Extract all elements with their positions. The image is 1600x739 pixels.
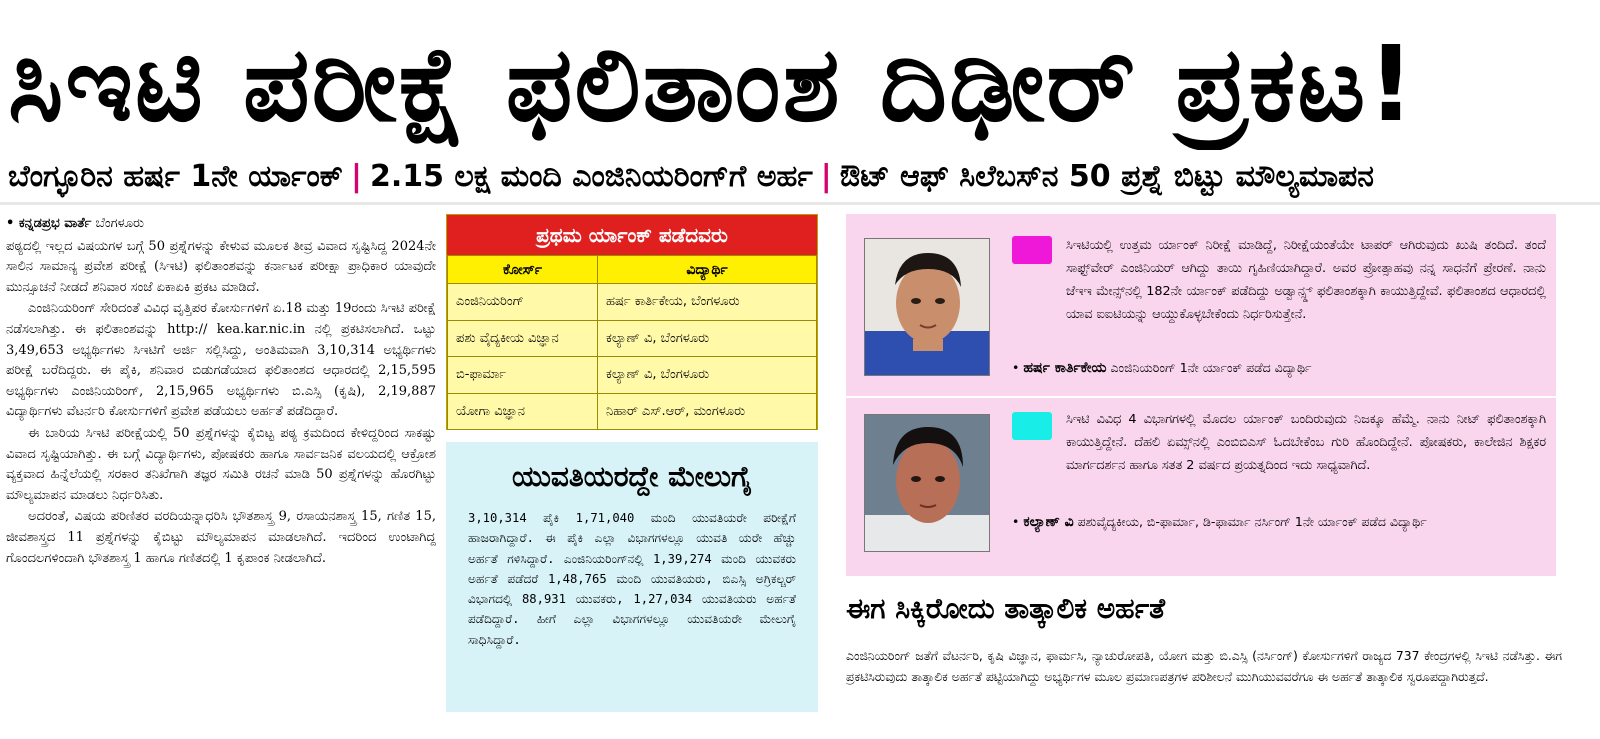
women-box-title: ಯುವತಿಯರದ್ದೇ ಮೇಲುಗೈ [512, 460, 752, 493]
topper-quotes-panel [846, 214, 1556, 576]
course-cell: ಎಂಜಿನಿಯರಿಂಗ್ [448, 284, 598, 321]
student-photo-harsha [864, 238, 990, 376]
student-cell: ಹರ್ಷ ಕಾರ್ತಿಕೇಯ, ಬೆಂಗಳೂರು [598, 284, 817, 321]
student-cell: ಕಲ್ಯಾಣ್ ವಿ, ಬೆಂಗಳೂರು [598, 320, 817, 357]
course-cell: ಬಿ-ಫಾರ್ಮಾ [448, 357, 598, 394]
course-cell: ಪಶು ವೈದ್ಯಕೀಯ ವಿಜ್ಞಾನ [448, 320, 598, 357]
rank-table [447, 255, 817, 430]
rank-table-header-row [448, 256, 817, 284]
subhead-part-3: ಔಟ್ ಆಫ್ ಸಿಲೆಬಸ್‌ನ 50 ಪ್ರಶ್ನೆ ಬಿಟ್ಟು ಮೌಲ್ಯಮಾಪನ [839, 159, 1374, 194]
article-paragraph: ಈ ಬಾರಿಯ ಸಿಇಟಿ ಪರೀಕ್ಷೆಯಲ್ಲಿ 50 ಪ್ರಶ್ನೆಗಳನ್ನು ಕೈಬಿಟ್ಟ ಪಠ್ಯ ಕ್ರಮದಿಂದ ಕೇಳಿದ್ದರಿಂದ ಸಾಕಷ್ಟು ವಿವಾದ ಸೃಷ್ಟಿಯಾಗಿತ್ತು. ಈ ಬಗ್ಗೆ ವಿದ್ಯಾರ್ಥಿಗಳು, ಪೋಷಕರು ಹಾಗೂ ಸಾರ್ವಜನಿಕ ವಲಯದಲ್ಲಿ ಆಕ್ರೋಶ ವ್ಯಕ್ತವಾದ ಹಿನ್ನೆಲೆಯಲ್ಲಿ ಸರಕಾರ ತನಿಖೆಗಾಗಿ ತಜ್ಞರ ಸಮಿತಿ ರಚನೆ ಮಾಡಿ 50 ಪ್ರಶ್ನೆಗಳನ್ನು ಹೊರಗಿಟ್ಟು ಮೌಲ್ಯಮಾಪನ ಮಾಡಲು ನಿರ್ಧರಿಸಿತು. [6, 425, 436, 503]
article-paragraph: ಪಠ್ಯದಲ್ಲಿ ಇಲ್ಲದ ವಿಷಯಗಳ ಬಗ್ಗೆ 50 ಪ್ರಶ್ನೆಗಳನ್ನು ಕೇಳುವ ಮೂಲಕ ತೀವ್ರ ವಿವಾದ ಸೃಷ್ಟಿಸಿದ್ದ 2024ನೇ ಸಾಲಿನ ಸಾಮಾನ್ಯ ಪ್ರವೇಶ ಪರೀಕ್ಷೆ (ಸಿಇಟಿ) ಫಲಿತಾಂಶವನ್ನು ಕರ್ನಾಟಕ ಪರೀಕ್ಷಾ ಪ್ರಾಧಿಕಾರ ಯಾವುದೇ ಮುನ್ಸೂಚನೆ ನೀಡದೆ ಶನಿವಾರ ಸಂಜೆ ಏಕಾಏಕಿ ಪ್ರಕಟ ಮಾಡಿದೆ. [6, 238, 436, 295]
article-paragraph: ಅದರಂತೆ, ವಿಷಯ ಪರಿಣಿತರ ವರದಿಯನ್ನಾಧರಿಸಿ ಭೌತಶಾಸ್ತ್ರ 9, ರಸಾಯನಶಾಸ್ತ್ರ 15, ಗಣಿತ 15, ಜೀವಶಾಸ್ತ್ರದ 11 ಪ್ರಶ್ನೆಗಳನ್ನು ಕೈಬಿಟ್ಟು ಮೌಲ್ಯಮಾಪನ ಮಾಡಲಾಗಿದೆ. ಇದರಿಂದ ಉಂಟಾಗಿದ್ದ ಗೊಂದಲಗಳಿಂದಾಗಿ ಭೌತಶಾಸ್ತ್ರ 1 ಹಾಗೂ ಗಣಿತದಲ್ಲಿ 1 ಕೃಪಾಂಕ ನೀಡಲಾಗಿದೆ. [6, 509, 436, 566]
quote-kalyan [846, 400, 1556, 576]
byline-place: ಬೆಂಗಳೂರು [95, 216, 145, 231]
quote-text: ಸಿಇಟಿಯಲ್ಲಿ ಉತ್ತಮ ರ್ಯಾಂಕ್ ನಿರೀಕ್ಷೆ ಮಾಡಿದ್ದೆ, ನಿರೀಕ್ಷೆಯಂತೆಯೇ ಟಾಪರ್ ಆಗಿರುವುದು ಖುಷಿ ತಂದಿದೆ. ತಂದೆ ಸಾಫ್ಟ್‌ವೇರ್ ಎಂಜಿನಿಯರ್ ಆಗಿದ್ದು ತಾಯಿ ಗೃಹಿಣಿಯಾಗಿದ್ದಾರೆ. ಅವರ ಪ್ರೋತ್ಸಾಹವು ನನ್ನ ಸಾಧನೆಗೆ ಪ್ರೇರಣೆ. ನಾನು ಜೆಇಇ ಮೇನ್ಸ್‌ನಲ್ಲಿ 182ನೇ ರ್ಯಾಂಕ್ ಪಡೆದಿದ್ದು ಅಡ್ವಾನ್ಸ್ಡ್ ಫಲಿತಾಂಶಕ್ಕಾಗಿ ಕಾಯುತ್ತಿದ್ದೇವೆ. ಫಲಿತಾಂಶದ ಆಧಾರದಲ್ಲಿ ಯಾವ ಐಐಟಿಯನ್ನು ಆಯ್ದುಕೊಳ್ಳಬೇಕೆಂದು ನಿರ್ಧರಿಸುತ್ತೇನೆ. [1066, 238, 1546, 322]
quote-text: ಸಿಇಟಿ ವಿವಿಧ 4 ವಿಭಾಗಗಳಲ್ಲಿ ಮೊದಲ ರ್ಯಾಂಕ್ ಬಂದಿರುವುದು ನಿಜಕ್ಕೂ ಹೆಮ್ಮೆ. ನಾನು ನೀಟ್ ಫಲಿತಾಂಶಕ್ಕಾಗಿ ಕಾಯುತ್ತಿದ್ದೇನೆ. ದೆಹಲಿ ಏಮ್ಸ್‌ನಲ್ಲಿ ಎಂಬಿಬಿಎಸ್ ಓದಬೇಕೆಂಬ ಗುರಿ ಹೊಂದಿದ್ದೇನೆ. ಪೋಷಕರು, ಕಾಲೇಜಿನ ಶಿಕ್ಷಕರ ಮಾರ್ಗದರ್ಶನ ಹಾಗೂ ಸತತ 2 ವರ್ಷದ ಪ್ರಯತ್ನದಿಂದ ಇದು ಸಾಧ್ಯವಾಗಿದೆ. [1066, 412, 1546, 473]
subheadline [8, 155, 1594, 199]
headline: ಸಿಇಟಿ ಪರೀಕ್ಷೆ ಫಲಿತಾಂಶ ದಿಢೀರ್ ಪ್ರಕಟ! [8, 23, 1417, 145]
provisional-eligibility-heading: ಈಗ ಸಿಕ್ಕಿರೋದು ತಾತ್ಕಾಲಿಕ ಅರ್ಹತೆ [846, 592, 1166, 625]
quote-credit: • ಕಲ್ಯಾಣ್ ವಿ ಪಶುವೈದ್ಯಕೀಯ, ಬಿ-ಫಾರ್ಮಾ, ಡಿ-ಫಾರ್ಮಾ ನರ್ಸಿಂಗ್ 1ನೇ ರ್ಯಾಂಕ್ ಪಡೆದ ವಿದ್ಯಾರ್ಥಿ [1012, 514, 1427, 530]
course-cell: ಯೋಗಾ ವಿಜ್ಞಾನ [448, 393, 598, 430]
header-rule [0, 202, 1600, 205]
quote-credit: • ಹರ್ಷ ಕಾರ್ತಿಕೇಯ ಎಂಜಿನಿಯರಿಂಗ್ 1ನೇ ರ್ಯಾಂಕ್ ಪಡೆದ ವಿದ್ಯಾರ್ಥಿ [1012, 360, 1312, 376]
quote-author-role: ಎಂಜಿನಿಯರಿಂಗ್ 1ನೇ ರ್ಯಾಂಕ್ ಪಡೆದ ವಿದ್ಯಾರ್ಥಿ [1110, 360, 1312, 375]
subhead-separator-2: | [820, 159, 832, 194]
subhead-part-1: ಬೆಂಗ್ಳೂರಿನ ಹರ್ಷ 1ನೇ ರ್ಯಾಂಕ್ [8, 159, 343, 194]
quote-divider [846, 396, 1556, 398]
byline-source: • ಕನ್ನಡಪ್ರಭ ವಾರ್ತೆ [6, 216, 92, 231]
subhead-separator-1: | [351, 159, 362, 194]
student-cell: ನಿಹಾರ್ ಎಸ್.ಆರ್, ಮಂಗಳೂರು [598, 393, 817, 430]
women-box-text: 3,10,314 ಪೈಕಿ 1,71,040 ಮಂದಿ ಯುವತಿಯರೇ ಪರೀಕ್ಷೆಗೆ ಹಾಜರಾಗಿದ್ದಾರೆ. ಈ ಪೈಕಿ ಎಲ್ಲಾ ವಿಭಾಗಗಳಲ್ಲೂ ಯುವತಿ ಯರೇ ಹೆಚ್ಚು ಅರ್ಹತೆ ಗಳಿಸಿದ್ದಾರೆ. ಎಂಜಿನಿಯರಿಂಗ್‌ನಲ್ಲಿ 1,39,274 ಮಂದಿ ಯುವಕರು ಅರ್ಹತೆ ಪಡೆದರೆ 1,48,765 ಮಂದಿ ಯುವತಿಯರು, ಬಿಎಸ್ಸಿ ಅಗ್ರಿಕಲ್ಚರ್ ವಿಭಾಗದಲ್ಲಿ 88,931 ಯುವಕರು, 1,27,034 ಯುವತಿಯರು ಅರ್ಹತೆ ಪಡೆದಿದ್ದಾರೆ. ಹೀಗೆ ಎಲ್ಲಾ ವಿಭಾಗಗಳಲ್ಲೂ ಯುವತಿಯರೇ ಮೇಲುಗೈ ಸಾಧಿಸಿದ್ದಾರೆ. [468, 511, 796, 647]
speech-bubble-icon [1012, 236, 1052, 264]
quote-author: ಹರ್ಷ ಕಾರ್ತಿಕೇಯ [1023, 360, 1107, 376]
student-photo-kalyan [864, 414, 990, 552]
column-header-course: ಕೋರ್ಸ್ [448, 256, 598, 284]
article-paragraph: ಎಂಜಿನಿಯರಿಂಗ್ ಸೇರಿದಂತೆ ವಿವಿಧ ವೃತ್ತಿಪರ ಕೋರ್ಸುಗಳಿಗೆ ಏ.18 ಮತ್ತು 19ರಂದು ಸಿಇಟಿ ಪರೀಕ್ಷೆ ನಡೆಸಲಾಗಿತ್ತು. ಈ ಫಲಿತಾಂಶವನ್ನು http:// kea.kar.nic.in ನಲ್ಲಿ ಪ್ರಕಟಿಸಲಾಗಿದೆ. ಒಟ್ಟು 3,49,653 ಅಭ್ಯರ್ಥಿಗಳು ಸಿಇಟಿಗೆ ಅರ್ಜಿ ಸಲ್ಲಿಸಿದ್ದು, ಅಂತಿಮವಾಗಿ 3,10,314 ಅಭ್ಯರ್ಥಿಗಳು ಪರೀಕ್ಷೆ ಬರೆದಿದ್ದರು. ಈ ಪೈಕಿ, ಶನಿವಾರ ಬಿಡುಗಡೆಯಾದ ಫಲಿತಾಂಶದ ಆಧಾರದಲ್ಲಿ 2,15,595 ಅಭ್ಯರ್ಥಿಗಳು ಎಂಜಿನಿಯರಿಂಗ್, 2,15,965 ಅಭ್ಯರ್ಥಿಗಳು ಬಿ.ಎಸ್ಸಿ (ಕೃಷಿ), 2,19,887 ವಿದ್ಯಾರ್ಥಿಗಳು ವೆಟರ್ನರಿ ಕೋರ್ಸುಗಳಿಗೆ ಪ್ರವೇಶ ಪಡೆಯಲು ಅರ್ಹತೆ ಪಡೆದಿದ್ದಾರೆ. [6, 301, 436, 420]
speech-bubble-icon [1012, 412, 1052, 440]
table-row [448, 284, 817, 321]
subhead-part-2: 2.15 ಲಕ್ಷ ಮಂದಿ ಎಂಜಿನಿಯರಿಂಗ್‌ಗೆ ಅರ್ಹ [369, 159, 813, 194]
table-row [448, 357, 817, 394]
women-lead-box [446, 442, 818, 712]
first-rank-table-box [446, 214, 818, 430]
quote-author: ಕಲ್ಯಾಣ್ ವಿ [1023, 514, 1074, 530]
table-row [448, 320, 817, 357]
quote-harsha [846, 214, 1556, 398]
rank-table-title: ಪ್ರಥಮ ರ್ಯಾಂಕ್ ಪಡೆದವರು [447, 215, 817, 255]
student-cell: ಕಲ್ಯಾಣ್ ವಿ, ಬೆಂಗಳೂರು [598, 357, 817, 394]
table-row [448, 393, 817, 430]
main-article [6, 214, 436, 736]
quote-author-role: ಪಶುವೈದ್ಯಕೀಯ, ಬಿ-ಫಾರ್ಮಾ, ಡಿ-ಫಾರ್ಮಾ ನರ್ಸಿಂಗ್ 1ನೇ ರ್ಯಾಂಕ್ ಪಡೆದ ವಿದ್ಯಾರ್ಥಿ [1077, 514, 1427, 529]
provisional-eligibility-text: ಎಂಜಿನಿಯರಿಂಗ್ ಜತೆಗೆ ವೆಟರ್ನರಿ, ಕೃಷಿ ವಿಜ್ಞಾನ, ಫಾರ್ಮಸಿ, ನ್ಯಾಚುರೋಪತಿ, ಯೋಗ ಮತ್ತು ಬಿ.ಎಸ್ಸಿ (ನರ್ಸಿಂಗ್) ಕೋರ್ಸುಗಳಿಗೆ ರಾಜ್ಯದ 737 ಕೇಂದ್ರಗಳಲ್ಲಿ ಸಿಇಟಿ ನಡೆಸಿತ್ತು. ಈಗ ಪ್ರಕಟಿಸಿರುವುದು ತಾತ್ಕಾಲಿಕ ಅರ್ಹತೆ ಪಟ್ಟಿಯಾಗಿದ್ದು ಅಭ್ಯರ್ಥಿಗಳ ಮೂಲ ಪ್ರಮಾಣಪತ್ರಗಳ ಪರಿಶೀಲನೆ ಮುಗಿಯುವವರೆಗೂ ಈ ಅರ್ಹತೆ ತಾತ್ಕಾಲಿಕ ಸ್ವರೂಪದ್ದಾಗಿರುತ್ತದೆ. [846, 648, 1562, 684]
byline [6, 214, 436, 235]
column-header-student: ವಿದ್ಯಾರ್ಥಿ [598, 256, 817, 284]
